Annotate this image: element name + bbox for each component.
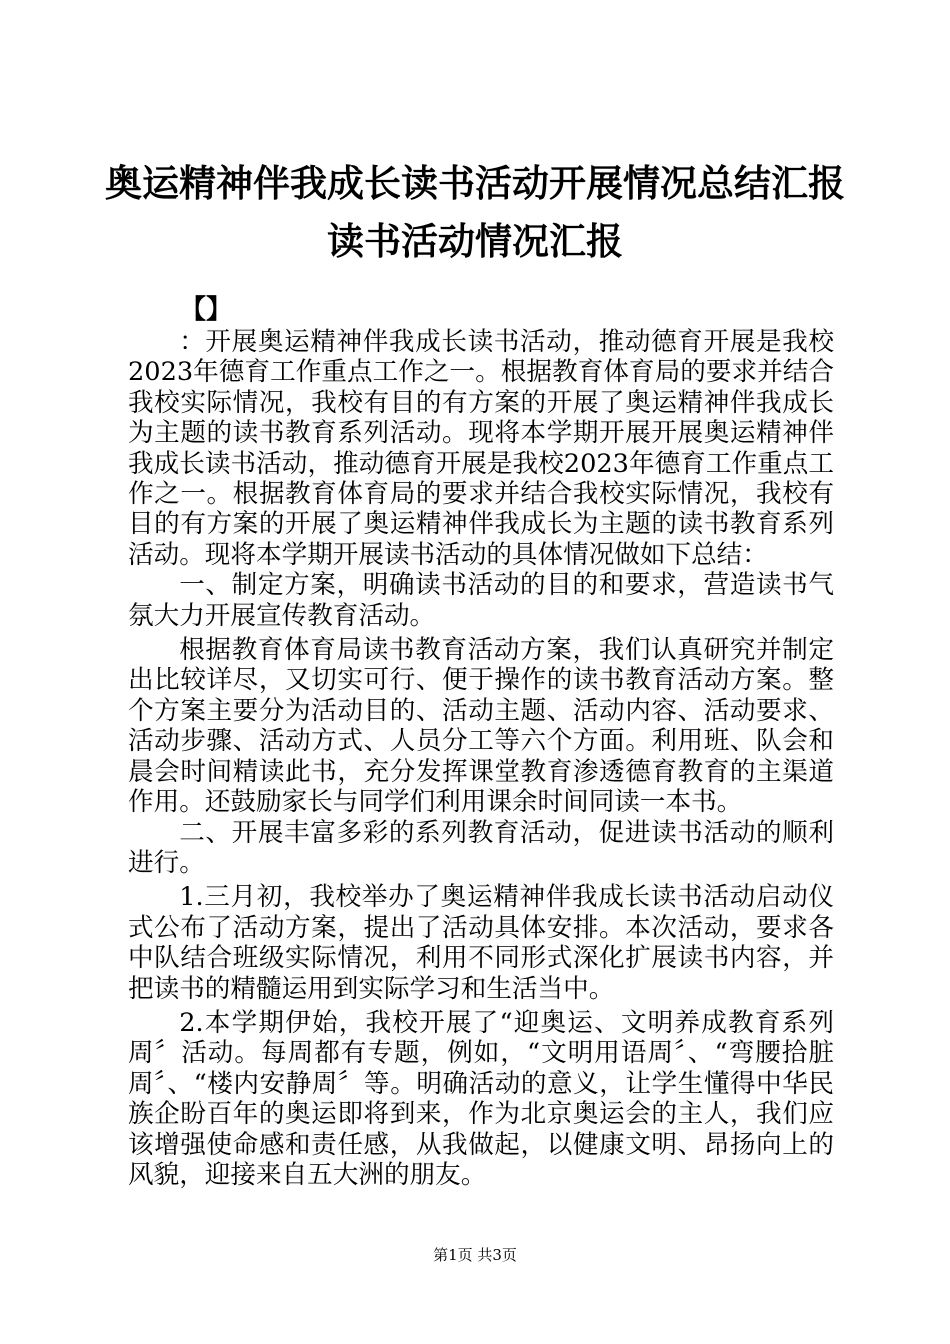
section-heading-1: 一、制定方案，明确读书活动的目的和要求，营造读书气氛大力开展宣传教育活动。	[128, 570, 834, 631]
page-number-footer: 第1页 共3页	[433, 1246, 517, 1264]
section-1-paragraph: 根据教育体育局读书教育活动方案，我们认真研究并制定出比较详尽，又切实可行、便于操作的读书教育活动方案。整个方案主要分为活动目的、活动主题、活动内容、活动要求、活动步骤、活动方式、人员分工等六个方面。利用班、队会和晨会时间精读此书，充分发挥课堂教育渗透德育教育的主渠道作用。还鼓励家长与同学们利用课余时间同读一本书。	[128, 635, 834, 818]
intro-paragraph: ：开展奥运精神伴我成长读书活动，推动德育开展是我校2023年德育工作重点工作之一。根据教育体育局的要求并结合我校实际情况，我校有目的有方案的开展了奥运精神伴我成长为主题的读书教育系列活动。现将本学期开展开展奥运精神伴我成长读书活动，推动德育开展是我校2023年德育工作重点工作之一。根据教育体育局的要求并结合我校实际情况，我校有目的有方案的开展了奥运精神伴我成长为主题的读书教育系列活动。现将本学期开展读书活动的具体情况做如下总结：	[128, 327, 834, 570]
activity-item-2: 2.本学期伊始，我校开展了“迎奥运、文明养成教育系列周〞活动。每周都有专题，例如，“文明用语周〞、“弯腰拾脏周〞、“楼内安静周〞等。明确活动的意义，让学生懂得中华民族企盼百年的奥运即将到来，作为北京奥运会的主人，我们应该增强使命感和责任感，从我做起，以健康文明、昂扬向上的风貌，迎接来自五大洲的朋友。	[128, 1007, 834, 1190]
document-title: 奥运精神伴我成长读书活动开展情况总结汇报	[105, 162, 845, 205]
empty-bracket-label: 【】	[180, 295, 233, 325]
document-body	[128, 327, 834, 1190]
document-subtitle: 读书活动情况汇报	[327, 220, 623, 263]
activity-item-1: 1.三月初，我校举办了奥运精神伴我成长读书活动启动仪式公布了活动方案，提出了活动具体安排。本次活动，要求各中队结合班级实际情况，利用不同形式深化扩展读书内容，并把读书的精髓运用到实际学习和生活当中。	[128, 882, 834, 1004]
section-heading-2: 二、开展丰富多彩的系列教育活动，促进读书活动的顺利进行。	[128, 817, 834, 878]
